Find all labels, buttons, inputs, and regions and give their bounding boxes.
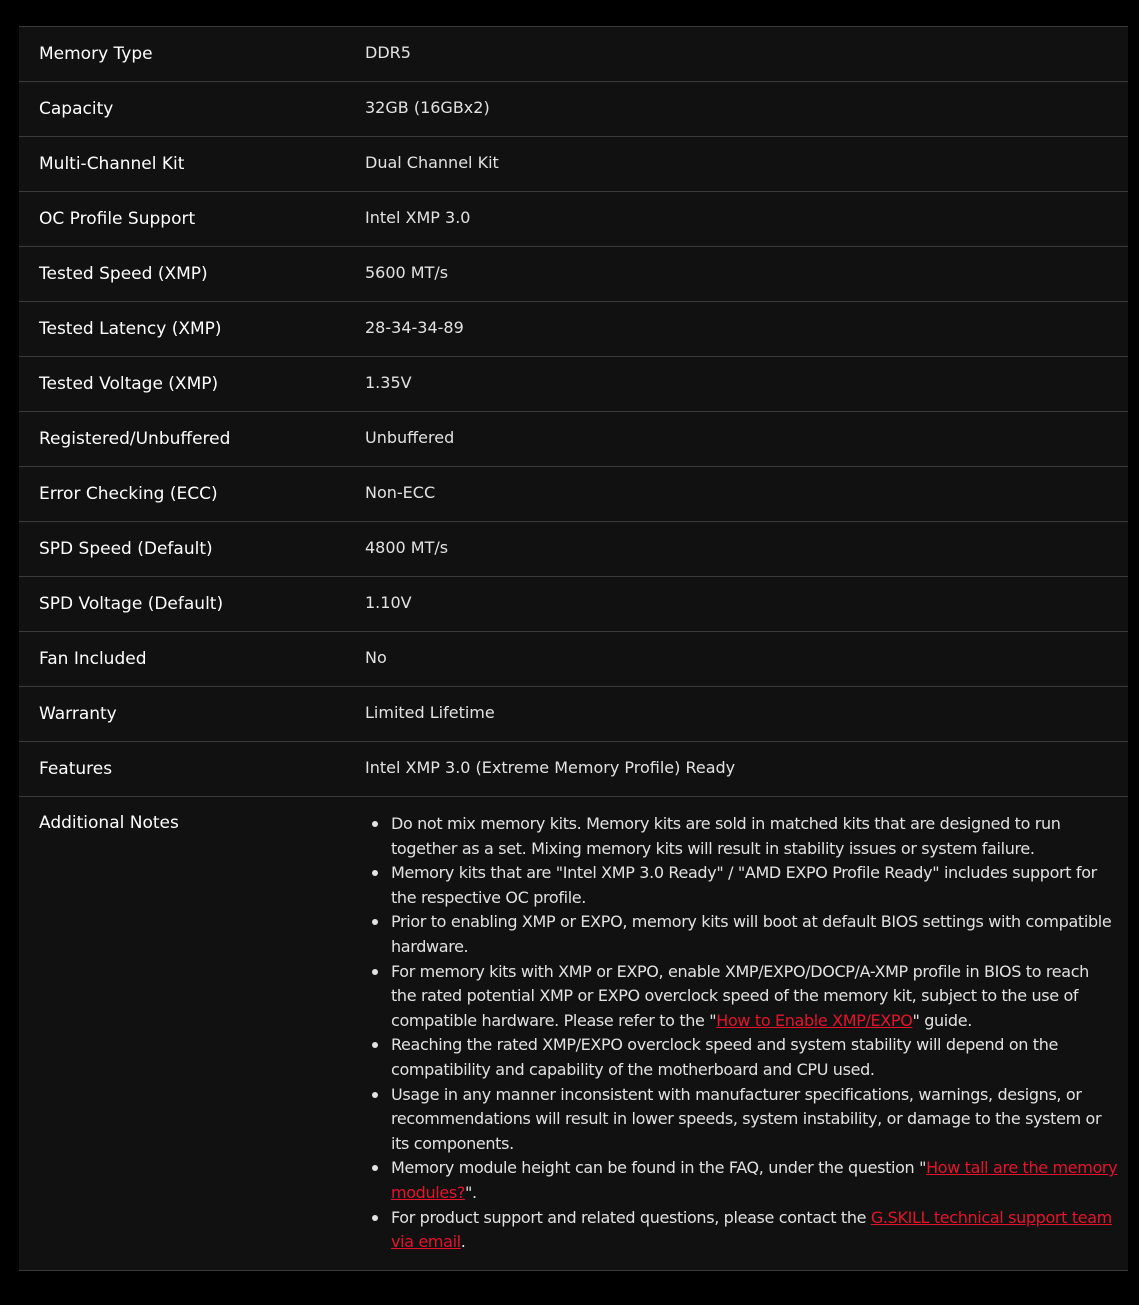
spec-label: Tested Latency (XMP) [39,319,222,339]
spec-row-spd-voltage [19,577,1128,632]
spec-row-fan-included [19,632,1128,687]
spec-value: Limited Lifetime [365,703,495,722]
spec-row-additional-notes [19,797,1128,1271]
technical-support-email-link[interactable]: G.SKILL technical support team via email [391,1207,1112,1252]
spec-label: Tested Voltage (XMP) [39,374,219,394]
spec-row-memory-type [19,27,1128,82]
note-text: For memory kits with XMP or EXPO, enable XMP/EXPO/DOCP/A-XMP profile in BIOS to reach the rated potential XMP or EXPO overclock speed of the memory kit, subject to the use of compatible hardware. Please refer to the " [391,961,1089,1030]
spec-row-oc-profile-support [19,192,1128,247]
spec-label: OC Profile Support [39,209,196,229]
spec-label: SPD Voltage (Default) [39,594,224,614]
spec-label: Fan Included [39,649,147,669]
note-text: ". [465,1182,477,1202]
spec-value: 28-34-34-89 [365,318,464,337]
list-item: Prior to enabling XMP or EXPO, memory kits will boot at default BIOS settings with compatible hardware. [391,910,1118,959]
spec-value: No [365,648,387,667]
note-text: . [460,1232,466,1252]
spec-label: SPD Speed (Default) [39,539,213,559]
spec-label: Memory Type [39,44,153,64]
spec-label: Warranty [39,704,117,724]
spec-value: Intel XMP 3.0 (Extreme Memory Profile) Ready [365,758,736,777]
spec-value: Unbuffered [365,428,455,447]
spec-row-tested-latency [19,302,1128,357]
spec-row-features [19,742,1128,797]
spec-label: Multi-Channel Kit [39,154,185,174]
spec-label: Features [39,759,113,779]
list-item: Do not mix memory kits. Memory kits are sold in matched kits that are designed to run together as a set. Mixing memory kits will result in stability issues or system failure. [391,812,1118,861]
list-item: Usage in any manner inconsistent with manufacturer specifications, warnings, designs, or recommendations will result in lower speeds, system instability, or damage to the system or its components. [391,1083,1118,1157]
spec-row-multi-channel-kit [19,137,1128,192]
notes-container [365,797,1128,1270]
list-item [391,960,1118,1034]
note-text: " guide. [912,1010,972,1030]
spec-row-tested-voltage [19,357,1128,412]
spec-value: 32GB (16GBx2) [365,98,490,117]
list-item [391,1206,1118,1255]
note-text: Memory module height can be found in the FAQ, under the question " [391,1158,927,1178]
notes-list [365,797,1128,1255]
spec-value: Dual Channel Kit [365,153,499,172]
spec-row-warranty [19,687,1128,742]
spec-value: DDR5 [365,43,411,62]
spec-value: 1.10V [365,593,412,612]
spec-label: Capacity [39,99,114,119]
memory-module-height-faq-link[interactable]: How tall are the memory modules? [391,1158,1118,1202]
how-to-enable-xmp-expo-link[interactable]: How to Enable XMP/EXPO [716,1010,913,1030]
spec-label: Registered/Unbuffered [39,429,231,449]
spec-value: 5600 MT/s [365,263,449,282]
spec-row-tested-speed [19,247,1128,302]
spec-value: 4800 MT/s [365,538,449,557]
spec-value: 1.35V [365,373,412,392]
specifications-table [19,26,1128,1271]
spec-label: Tested Speed (XMP) [39,264,208,284]
note-text: For product support and related questions, please contact the [391,1207,871,1227]
spec-row-spd-speed [19,522,1128,577]
spec-value: Non-ECC [365,483,436,502]
spec-label: Additional Notes [39,813,179,833]
spec-row-registered-unbuffered [19,412,1128,467]
spec-label: Error Checking (ECC) [39,484,218,504]
spec-row-capacity [19,82,1128,137]
list-item: Reaching the rated XMP/EXPO overclock speed and system stability will depend on the compatibility and capability of the motherboard and CPU used. [391,1033,1118,1082]
spec-value: Intel XMP 3.0 [365,208,471,227]
list-item [391,1156,1118,1205]
spec-row-error-checking [19,467,1128,522]
list-item: Memory kits that are "Intel XMP 3.0 Ready" / "AMD EXPO Profile Ready" includes support for the respective OC profile. [391,861,1118,910]
